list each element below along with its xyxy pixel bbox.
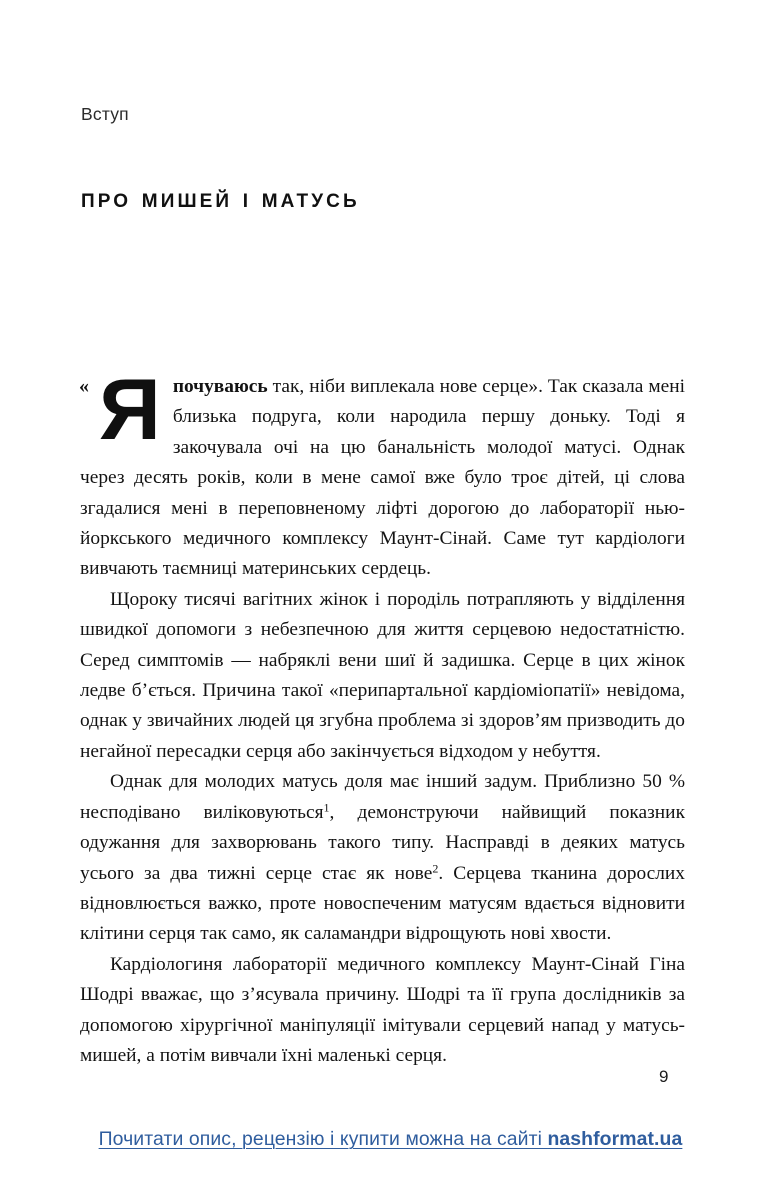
paragraph-1 [79, 362, 685, 585]
lead-bold-phrase: почуваюсь [172, 376, 268, 397]
promo-link[interactable] [99, 1128, 683, 1151]
paragraph-3-text-part-1: Однак для молодих матусь доля має інший задум. Приблизно 50 % несподівано виліковуються [80, 771, 685, 823]
drop-cap: Я [99, 362, 161, 458]
promo-link-text: Почитати опис, рецензію і купити можна на сайті [98, 1128, 548, 1150]
paragraph-2 [80, 585, 685, 767]
promo-domain: nashformat.ua [547, 1128, 683, 1150]
paragraph-3-text-part-3: . Серцева тканина дорослих відновлюється важко, проте новоспеченим матусям вдається відновити клітини серця так само, як саламандри відрощують нові хвости. [80, 862, 685, 945]
page-title: про мишей і матусь [81, 183, 360, 214]
paragraph-1-text: так, ніби виплекала нове серце». Так сказала мені близька подруга, коли народила першу доньку. Тоді я закочувала очі на цю банальність молодої матусі. Однак через десять років, коли в мене самої вже було троє дітей, ці слова згадалися мені в переповненому ліфті дорогою до лабораторії нью-йоркського медичного комплексу Маунт-Сінай. Саме тут кардіологи вивчають таємниці материнських сердець. [80, 376, 685, 580]
paragraph-3-text-part-2: , демонструючи найвищий показник одужання для захворювань такого типу. Насправді в деяких матусь усього за два тижні серце стає як нове [80, 801, 685, 884]
paragraph-4 [80, 950, 685, 1072]
page-number: 9 [659, 1067, 669, 1086]
paragraph-4-text: Кардіологиня лабораторії медичного комплексу Маунт-Сінай Гіна Шодрі вважає, що з’ясувала причину. Шодрі та її група дослідників за допомогою хірургічної маніпуляції імітували серцевий напад у матусь-мишей, а потім вивчали їхні маленькі серця. [80, 953, 685, 1066]
paragraph-3 [80, 767, 685, 949]
section-label: Вступ [81, 104, 129, 124]
footnote-marker-1[interactable]: 1 [323, 799, 330, 814]
promo-footer [0, 1128, 781, 1151]
body-text [79, 362, 685, 1071]
paragraph-2-text: Щороку тисячі вагітних жінок і породіль потрапляють у відділення швидкої допомоги з небезпечною для життя серцевою недостатністю. Серед симптомів — набряклі вени шиї й задишка. Серце в цих жінок ледве б’ється. Причина такої «перипартальної кардіоміопатії» невідома, однак у звичайних людей ця згубна проблема зі здоров’ям призводить до негайної пересадки серця або закінчується відходом у небуття. [80, 588, 685, 762]
footnote-marker-2[interactable]: 2 [432, 860, 439, 875]
opening-quote-mark: « [79, 375, 89, 397]
